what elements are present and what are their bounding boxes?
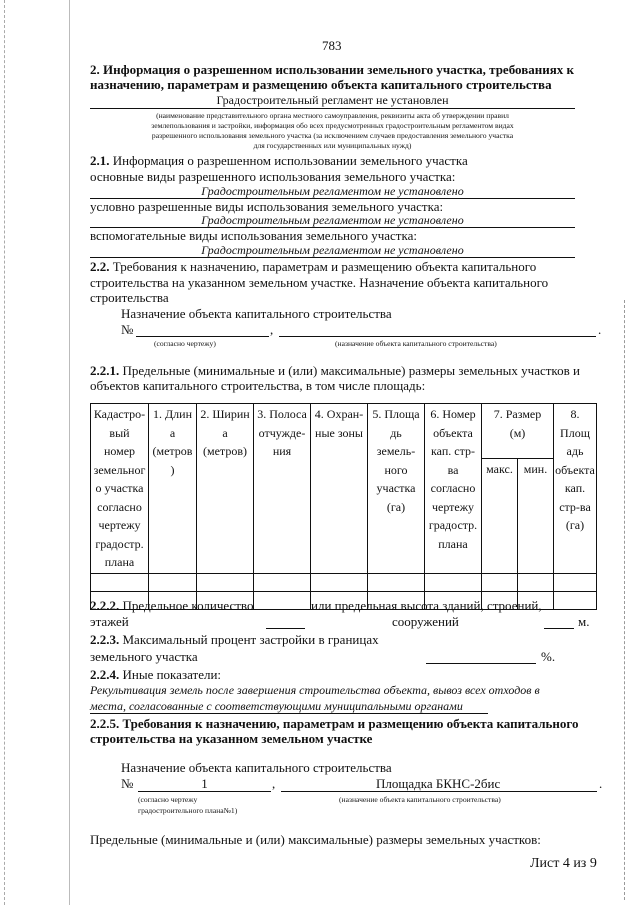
section222-num: 2.2.2. xyxy=(90,598,120,613)
regulation-note-2: землепользования и застройки, информация обо всех предусмотренных градостроительным регламентом видах xyxy=(151,121,514,130)
section225-line2: строительства на указанном земельном участке xyxy=(90,731,373,746)
section225-object-label: Назначение объекта капитального строительства xyxy=(121,760,392,775)
section221-num: 2.2.1. xyxy=(90,363,120,378)
section22-line3: строительства xyxy=(90,290,169,305)
section225-line1-text: Требования к назначению, параметрам и размещению объекта капитального xyxy=(122,716,579,731)
section21-heading xyxy=(90,153,468,169)
header-line: градостр. xyxy=(95,536,144,551)
regulation-underline xyxy=(90,108,575,109)
header-line: участка xyxy=(376,481,416,495)
header-line: ные зоны xyxy=(315,425,363,440)
header-line: чертежу xyxy=(431,499,475,514)
aux-uses-underline xyxy=(90,257,575,258)
other-indicators-underline xyxy=(90,713,488,714)
header-line: кап. стр- xyxy=(431,444,475,458)
header-line: плана xyxy=(104,555,135,569)
header-line: градостр. xyxy=(428,518,478,532)
percent-unit: %. xyxy=(541,649,556,664)
header-line: 7. Размер xyxy=(493,407,542,421)
header-line: (га) xyxy=(386,499,406,514)
section22-no-sign: № xyxy=(121,322,134,337)
section225-comma: , xyxy=(272,776,276,791)
header-size xyxy=(482,404,554,459)
section222-text-b: или предельная высота зданий, строений, xyxy=(311,598,542,613)
section225-no-sign: № xyxy=(121,776,134,791)
regulation-value: Градостроительный регламент не установлен xyxy=(216,93,449,107)
header-line: (метров) xyxy=(203,444,247,458)
table-row xyxy=(91,573,597,591)
header-line: ва xyxy=(447,462,459,477)
bottom-text: Предельные (минимальные и (или) максимальные) размеры земельных участков: xyxy=(90,832,541,847)
section2-heading-line2: назначению, параметрам и размещению объекта капитального строительства xyxy=(90,77,552,92)
other-indicators-line1: Рекультивация земель после завершения строительства объекта, вывоз всех отходов в xyxy=(90,683,540,697)
floors-label: этажей xyxy=(90,614,129,629)
section22-num: 2.2. xyxy=(90,259,110,274)
header-line: объекта xyxy=(433,425,473,440)
table-header-row xyxy=(91,404,597,459)
header-plot-area xyxy=(368,404,425,574)
header-line: адь xyxy=(566,444,584,458)
section21-num: 2.1. xyxy=(90,153,110,168)
section21-title: Информация о разрешенном использовании земельного участка xyxy=(112,153,468,168)
header-line: кап. xyxy=(564,481,586,495)
header-line: ного xyxy=(384,462,408,477)
section225-name-value: Площадка БКНС-2бис xyxy=(376,776,501,791)
section225-num: 2.2.5. xyxy=(90,716,120,731)
header-line: 6. Номер xyxy=(430,407,476,421)
sheet-number: Лист 4 из 9 xyxy=(530,856,597,871)
header-line: (га) xyxy=(565,518,585,532)
header-line: ) xyxy=(170,462,175,477)
regulation-note-3: разрешенного использования земельного участка (за исключением случаев предоставления земельного участка xyxy=(151,131,514,140)
header-line: согласно xyxy=(430,481,476,495)
header-line: дь xyxy=(390,425,402,440)
section22-name-line xyxy=(279,336,596,337)
header-line: о участка xyxy=(95,481,144,495)
header-line: а xyxy=(222,425,228,440)
header-alienation-strip xyxy=(254,404,311,574)
main-uses-label: основные виды разрешенного использования земельного участка: xyxy=(90,169,456,184)
header-line: чертежу xyxy=(98,518,141,532)
section222-line1 xyxy=(90,598,253,614)
section22-number-line xyxy=(136,336,269,337)
section223-num: 2.2.3. xyxy=(90,632,120,647)
header-line: отчужде- xyxy=(258,425,306,440)
cond-uses-value: Градостроительным регламентом не установлено xyxy=(201,213,464,227)
cond-uses-label: условно разрешенные виды использования земельного участка: xyxy=(90,199,444,214)
header-width xyxy=(197,404,254,574)
page-margin-line xyxy=(69,0,70,905)
section224-num: 2.2.4. xyxy=(90,667,120,682)
regulation-note-1: (наименование представительного органа местного самоуправления, реквизиты акта об утверждении правил xyxy=(156,111,509,120)
header-line: 8. Площ xyxy=(560,407,590,440)
aux-uses-label: вспомогательные виды использования земельного участка: xyxy=(90,228,417,243)
header-line: 1. Длин xyxy=(152,407,193,421)
aux-uses-value: Градостроительным регламентом не установлено xyxy=(201,243,464,257)
main-uses-value: Градостроительным регламентом не установлено xyxy=(201,184,464,198)
section22-line1 xyxy=(90,259,536,275)
section225-caption-drawing-2: градостроительного плана№1) xyxy=(138,806,238,815)
section222-text-a: Предельное количество xyxy=(122,598,254,613)
section224-line1 xyxy=(90,667,221,683)
section223-line1 xyxy=(90,632,379,648)
header-object-number xyxy=(425,404,482,574)
percent-line xyxy=(426,663,536,664)
header-line: 2. Ширин xyxy=(200,407,250,421)
other-indicators-line2: места, согласованные с соответствующими муниципальными органами xyxy=(90,699,463,713)
section223-text: Максимальный процент застройки в границах xyxy=(122,632,379,647)
header-line: (метров xyxy=(152,444,193,458)
section22-caption-name: (назначение объекта капитального строительства) xyxy=(335,339,497,348)
section225-caption-drawing-1: (согласно чертежу xyxy=(138,795,198,804)
header-line: согласно xyxy=(97,499,142,514)
section225-caption-name: (назначение объекта капитального строительства) xyxy=(339,795,501,804)
height-unit: м. xyxy=(578,614,590,629)
section22-dot: . xyxy=(598,322,602,337)
section22-line2: строительства на указанном земельном участке. Назначение объекта капитального xyxy=(90,275,549,290)
section221-line1 xyxy=(90,363,580,379)
header-line: ния xyxy=(272,444,292,458)
header-line: объекта xyxy=(555,462,595,477)
section2-heading-line1: 2. Информация о разрешенном использовании земельного участка, требованиях к xyxy=(90,62,574,77)
header-line: вый xyxy=(109,425,130,440)
header-length xyxy=(149,404,197,574)
header-line: (м) xyxy=(509,425,526,440)
header-line: а xyxy=(169,425,176,440)
section225-line1 xyxy=(90,716,578,732)
header-size-max: макс. xyxy=(482,459,518,574)
header-line: плана xyxy=(438,536,468,551)
header-line: земель- xyxy=(376,444,416,458)
header-size-min: мин. xyxy=(518,459,554,574)
page-number: 783 xyxy=(322,38,342,53)
section225-dot: . xyxy=(599,776,603,791)
section223-line2: земельного участка xyxy=(90,649,198,664)
header-line: 4. Охран- xyxy=(314,407,364,421)
header-protection-zones xyxy=(311,404,368,574)
header-cadastral xyxy=(91,404,149,574)
header-line: Кадастро- xyxy=(93,407,146,421)
binding-edge xyxy=(4,0,5,905)
header-line: 5. Площа xyxy=(372,407,420,421)
section221-line1-text: Предельные (минимальные и (или) максимальные) размеры земельных участков и xyxy=(122,363,580,378)
header-object-area xyxy=(554,404,597,574)
header-line: стр-ва xyxy=(559,499,591,514)
height-line xyxy=(544,628,574,629)
floors-line xyxy=(266,628,305,629)
section225-number-value: 1 xyxy=(201,776,208,791)
scan-edge xyxy=(624,300,625,900)
section22-comma: , xyxy=(270,322,274,337)
header-line: земельног xyxy=(93,462,146,477)
section225-number-line xyxy=(138,791,271,792)
header-line: номер xyxy=(103,444,136,458)
section225-name-line xyxy=(281,791,597,792)
structures-label: сооружений xyxy=(392,614,459,629)
header-line: 3. Полоса xyxy=(257,407,307,421)
parameters-table xyxy=(90,403,597,610)
section22-caption-drawing: (согласно чертежу) xyxy=(154,339,216,348)
regulation-note-4: для государственных или муниципальных нужд) xyxy=(253,141,412,150)
section221-line2: объектов капитального строительства, в том числе площадь: xyxy=(90,378,426,393)
section224-text: Иные показатели: xyxy=(122,667,222,682)
section22-object-label: Назначение объекта капитального строительства xyxy=(121,306,392,321)
section22-line1-text: Требования к назначению, параметрам и размещению объекта капитального xyxy=(112,259,537,274)
